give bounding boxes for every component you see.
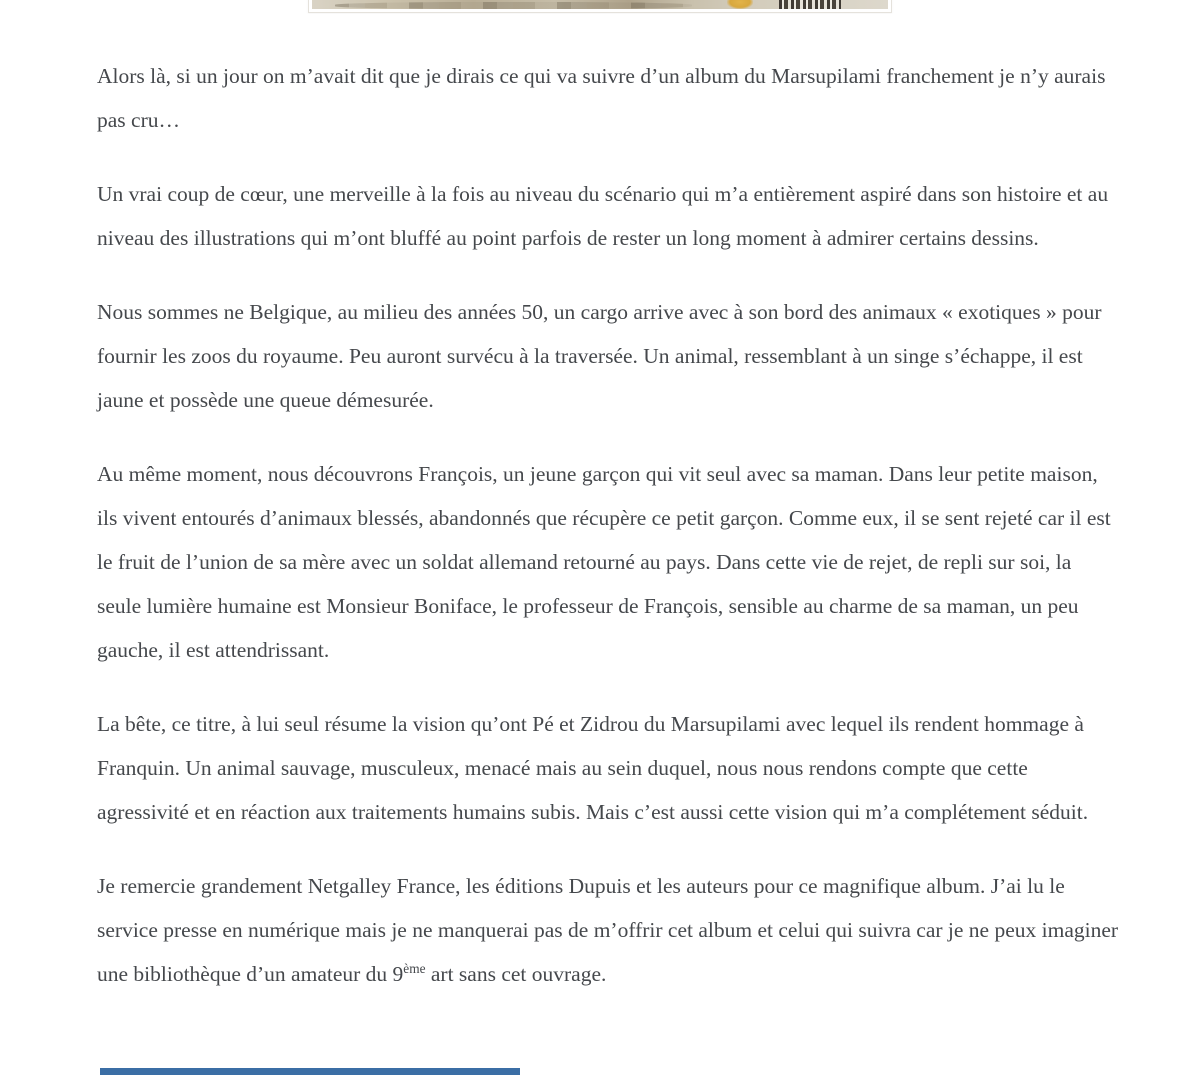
article-paragraph-5: La bête, ce titre, à lui seul résume la vision qu’ont Pé et Zidrou du Marsupilami avec lequel ils rendent hommage à Franquin. Un animal sauvage, musculeux, menacé mais au sein duquel, nous nous rendons compte que cette agressivité et en réaction aux traitements humains subis. Mais c’est aussi cette vision qui m’a complétement séduit. xyxy=(97,712,1089,824)
yellow-artwork-patch xyxy=(727,0,753,9)
article-image-viewport xyxy=(0,0,1200,14)
article-paragraph-4: Au même moment, nous découvrons François, un jeune garçon qui vit seul avec sa maman. Dans leur petite maison, ils vivent entourés d’animaux blessés, abandonnés que récupère ce petit garçon. Comme eux, il se sent rejeté car il est le fruit de l’union de sa mère avec un soldat allemand retourné au pays. Dans cette vie de rejet, de repli sur soi, la seule lumière humaine est Monsieur Boniface, le professeur de François, sensible au charme de sa maman, un peu gauche, il est attendrissant. xyxy=(97,462,1111,662)
cover-art-sliver xyxy=(312,0,888,9)
barcode xyxy=(779,0,841,9)
partial-bottom-element xyxy=(100,1068,520,1075)
paragraph-6-text-end: art sans cet ouvrage. xyxy=(425,962,607,986)
ordinal-superscript: ème xyxy=(403,960,426,976)
article-body xyxy=(97,14,1119,996)
article-paragraph-3: Nous sommes ne Belgique, au milieu des années 50, un cargo arrive avec à son bord des animaux « exotiques » pour fournir les zoos du royaume. Peu auront survécu à la traversée. Un animal, ressemblant à un singe s’échappe, il est jaune et possède une queue démesurée. xyxy=(97,300,1102,412)
album-cover-image xyxy=(308,0,892,13)
cover-art-detail xyxy=(335,2,692,9)
article-paragraph-6 xyxy=(97,864,1119,996)
article-paragraph-2: Un vrai coup de cœur, une merveille à la fois au niveau du scénario qui m’a entièrement aspiré dans son histoire et au niveau des illustrations qui m’ont bluffé au point parfois de rester un long moment à admirer certains dessins. xyxy=(97,182,1109,250)
article-paragraph-1: Alors là, si un jour on m’avait dit que je dirais ce qui va suivre d’un album du Marsupilami franchement je n’y aurais pas cru… xyxy=(97,64,1106,132)
paragraph-6-text: Je remercie grandement Netgalley France, les éditions Dupuis et les auteurs pour ce magnifique album. J’ai lu le service presse en numérique mais je ne manquerai pas de m’offrir cet album et celui qui suivra car je ne peux imaginer une bibliothèque d’un amateur du 9 xyxy=(97,874,1119,986)
